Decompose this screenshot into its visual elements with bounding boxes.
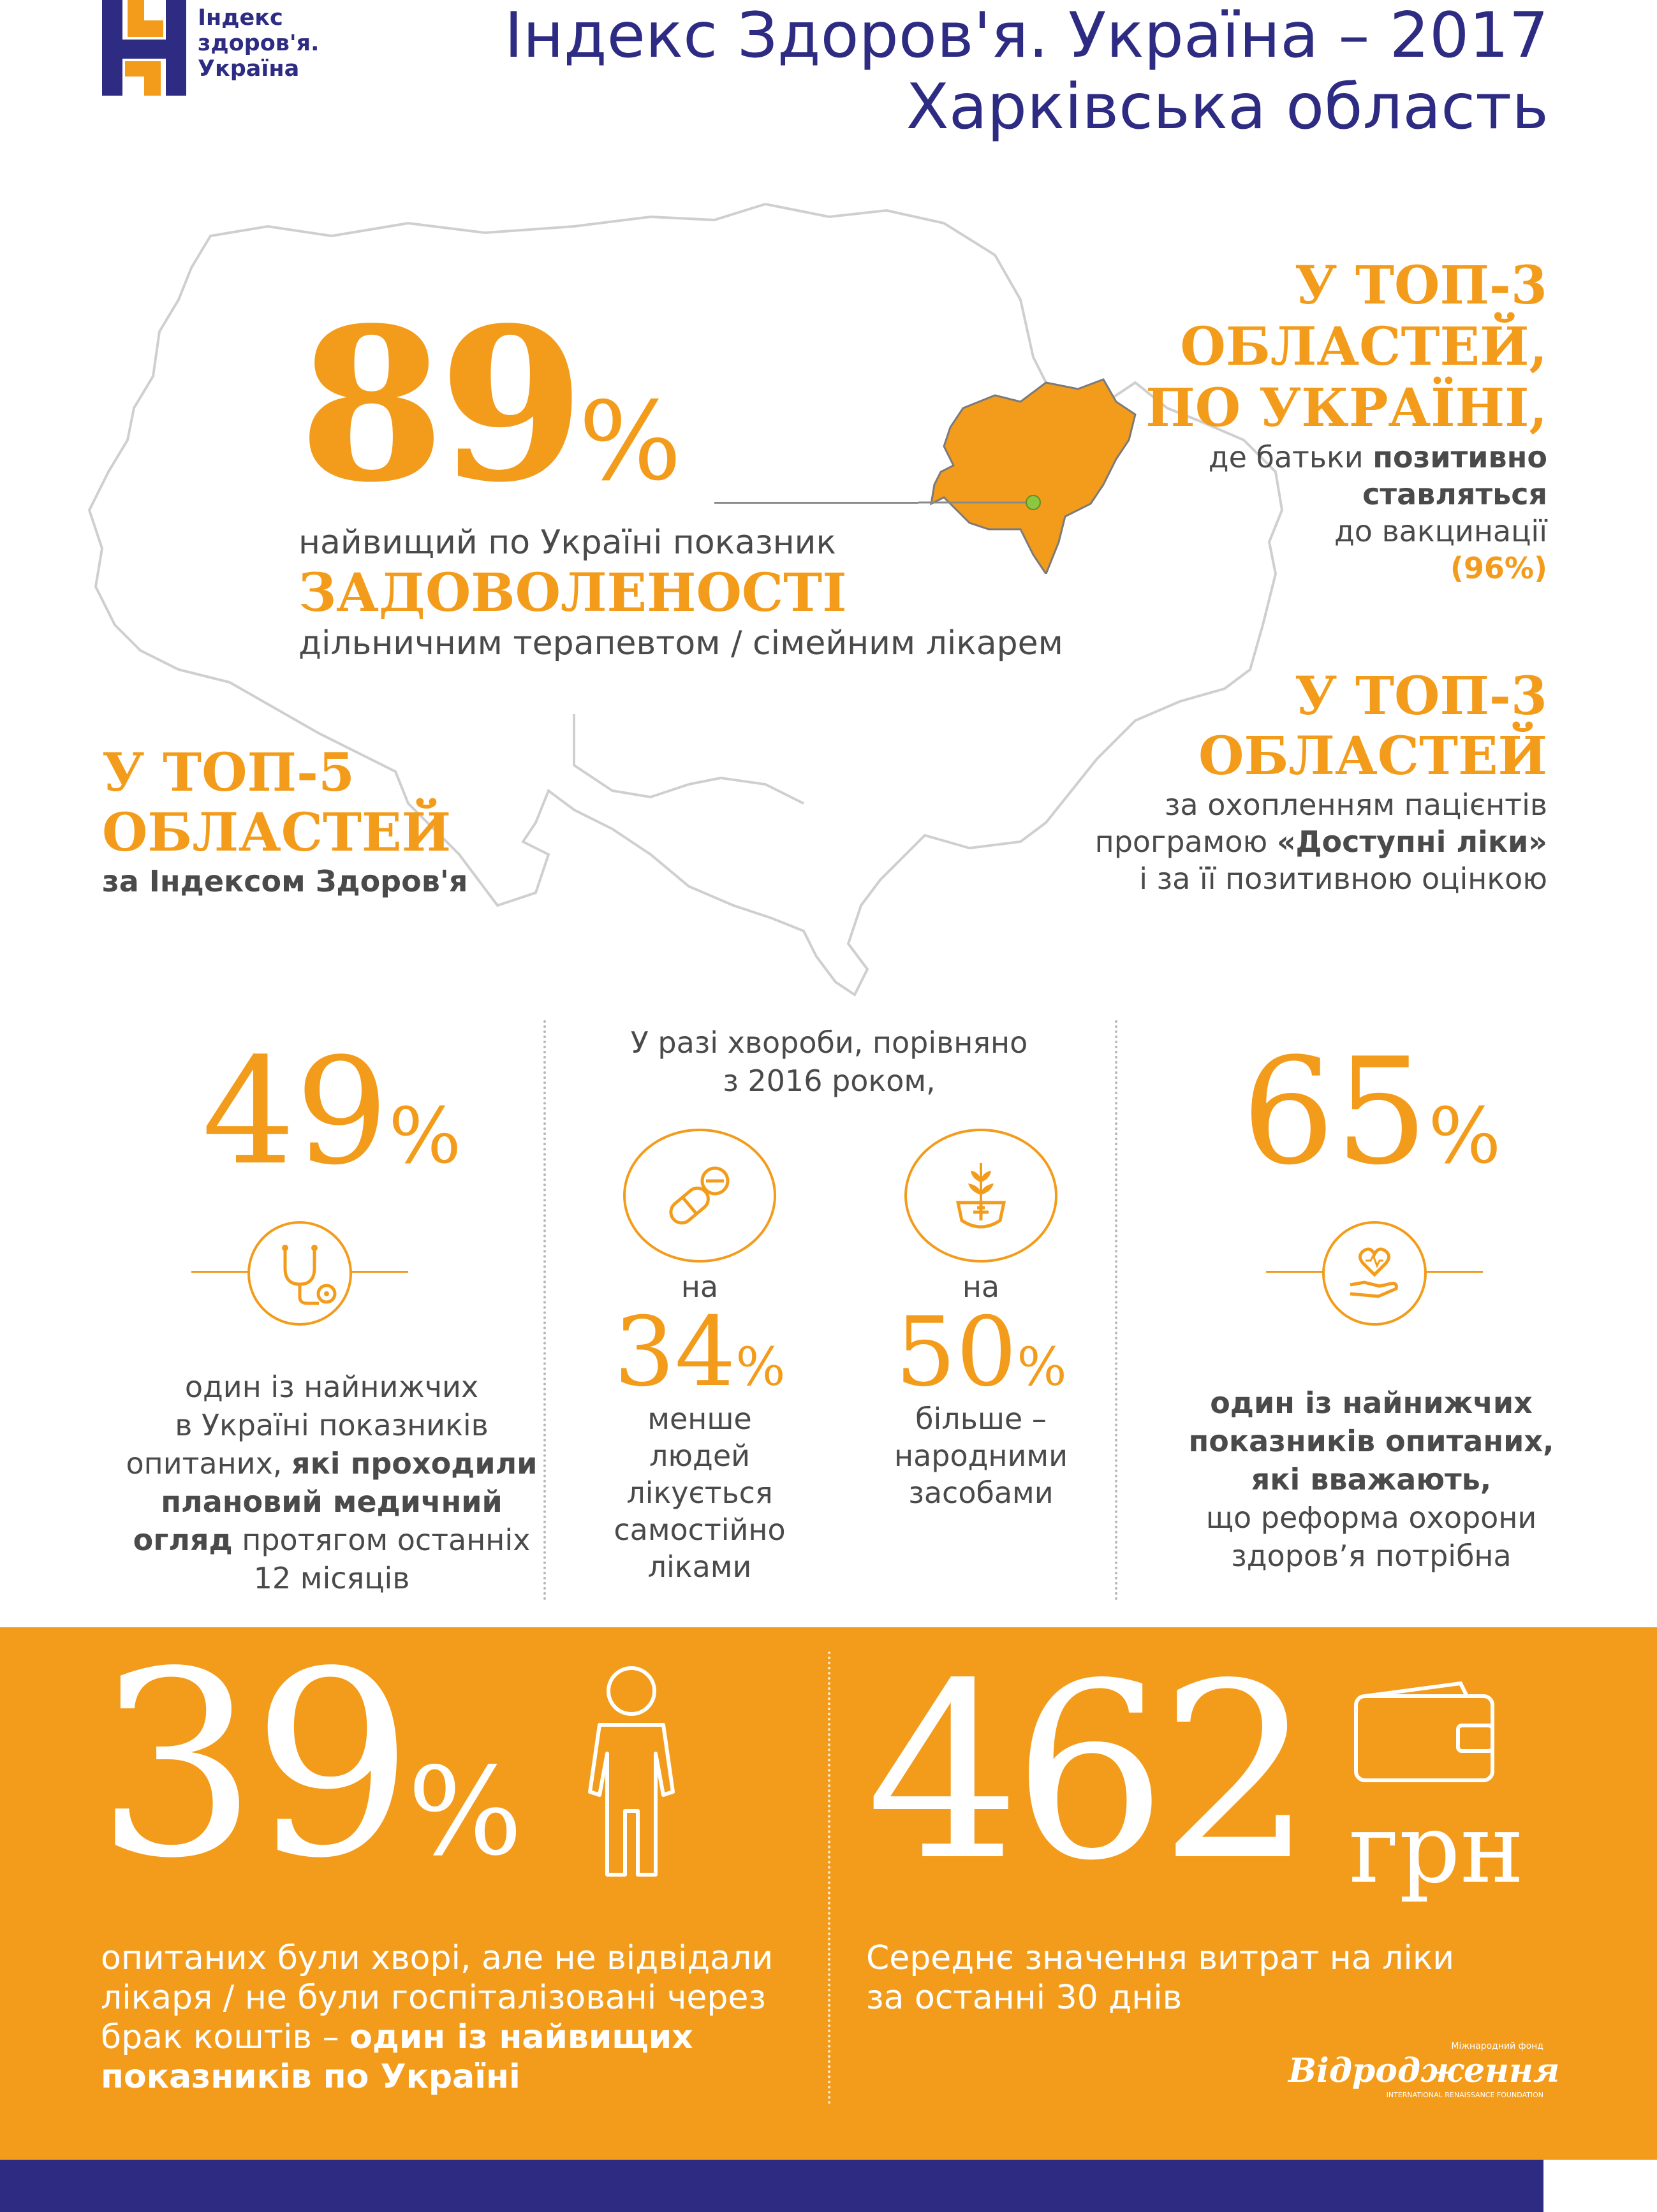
illness-left-line-5: ліками bbox=[647, 1549, 752, 1584]
reform-number: 65 bbox=[1241, 1027, 1429, 1198]
illness-right-number: 50 bbox=[895, 1297, 1017, 1408]
reform-line-left bbox=[1266, 1271, 1323, 1273]
satisfaction-value bbox=[298, 281, 1191, 529]
checkup-block bbox=[134, 1027, 529, 1198]
checkup-line-3 bbox=[115, 1444, 549, 1483]
top5-sub: за Індексом Здоров'я bbox=[102, 864, 468, 898]
page-title-line-1: Індекс Здоров'я. Україна – 2017 bbox=[504, 0, 1549, 72]
no-money-text bbox=[101, 1938, 815, 2097]
satisfaction-line-2: ЗАДОВОЛЕНОСТІ bbox=[298, 562, 847, 624]
illness-intro-line-1: У разі хвороби, порівняно bbox=[630, 1025, 1028, 1060]
checkup-text-4-bold: плановий медичний bbox=[161, 1484, 503, 1519]
vaccination-text-1: де батьки bbox=[1208, 440, 1373, 474]
satisfaction-block bbox=[298, 281, 1191, 663]
checkup-text bbox=[115, 1368, 549, 1597]
no-money-line-3 bbox=[101, 2018, 815, 2057]
logo-line-2: здоров'я. bbox=[198, 31, 320, 56]
spending-text bbox=[866, 1938, 1568, 2018]
reform-block bbox=[1174, 1027, 1569, 1198]
illness-left-line-2: людей bbox=[649, 1439, 751, 1473]
checkup-line-left bbox=[191, 1271, 249, 1273]
top3-vaccination-value: (96%) bbox=[1450, 551, 1547, 585]
reform-line-2 bbox=[1142, 1422, 1601, 1460]
satisfaction-number: 89 bbox=[298, 281, 579, 529]
reform-line-4: що реформа охорони bbox=[1205, 1500, 1537, 1535]
orange-divider bbox=[828, 1652, 830, 2104]
foundation-name: Відродження bbox=[1288, 2051, 1560, 2090]
checkup-line-5 bbox=[115, 1521, 549, 1559]
reform-line-3 bbox=[1142, 1460, 1601, 1498]
reform-percent: % bbox=[1428, 1092, 1501, 1181]
spending-unit: грн bbox=[1349, 1794, 1524, 1905]
foundation-small: Міжнародний фонд bbox=[1451, 2041, 1543, 2051]
top3-medicine-heading-1: У ТОП-3 bbox=[1294, 666, 1547, 727]
medicine-program-name: «Доступні ліки» bbox=[1276, 824, 1547, 859]
illness-right-line-3: засобами bbox=[908, 1476, 1054, 1510]
no-money-text-3: брак коштів – bbox=[101, 2018, 350, 2056]
no-money-text-4-bold: показників по Україні bbox=[101, 2058, 520, 2096]
illness-left-on: на bbox=[681, 1270, 719, 1304]
no-money-line-2: лікаря / не були госпіталізовані через bbox=[101, 1979, 767, 2017]
reform-line-right bbox=[1425, 1271, 1483, 1273]
checkup-text-3-bold: які проходили bbox=[291, 1446, 538, 1481]
vaccination-text-1-bold: позитивно bbox=[1373, 440, 1547, 474]
checkup-line-right bbox=[351, 1271, 408, 1273]
illness-right-line-2: народними bbox=[894, 1439, 1068, 1473]
logo-line-1: Індекс bbox=[198, 5, 283, 31]
top3-medicine-line-2 bbox=[973, 823, 1547, 860]
spending-line-1: Середнє значення витрат на ліки bbox=[866, 1939, 1455, 1977]
reform-line-5: здоров’я потрібна bbox=[1231, 1539, 1512, 1573]
no-money-number: 39 bbox=[96, 1618, 408, 1914]
satisfaction-line-3: дільничним терапевтом / сімейним лікарем bbox=[298, 624, 1063, 663]
satisfaction-line-1: найвищий по Україні показник bbox=[298, 524, 836, 562]
no-money-text-3-bold: один із найвищих bbox=[350, 2018, 693, 2056]
checkup-percent: % bbox=[388, 1092, 462, 1181]
divider-right bbox=[1115, 1020, 1117, 1600]
pills-icon bbox=[623, 1129, 776, 1263]
spending-line-2: за останні 30 днів bbox=[866, 1979, 1182, 2017]
no-money-percent: % bbox=[407, 1741, 523, 1882]
checkup-line-2: в Україні показників bbox=[175, 1408, 489, 1442]
top3-medicine-line-3: і за її позитивною оцінкою bbox=[1139, 861, 1547, 896]
vaccination-text-2-bold: ставляться bbox=[1362, 477, 1547, 511]
top3-medicine-line-1: за охопленням пацієнтів bbox=[1164, 787, 1547, 822]
bottom-band bbox=[0, 2160, 1543, 2212]
checkup-line-4 bbox=[115, 1483, 549, 1521]
no-money-value bbox=[96, 1618, 606, 1914]
no-money-line-1: опитаних були хворі, але не відвідали bbox=[101, 1939, 774, 1977]
top5-heading-2: ОБЛАСТЕЙ bbox=[102, 802, 452, 863]
medicine-text-2: програмою bbox=[1094, 824, 1277, 859]
illness-left bbox=[585, 1269, 814, 1585]
illness-intro-line-2: з 2016 роком, bbox=[723, 1064, 936, 1098]
heart-hand-icon bbox=[1322, 1221, 1427, 1326]
checkup-line-1: один із найнижчих bbox=[184, 1370, 479, 1404]
illness-right-percent: % bbox=[1017, 1337, 1067, 1398]
illness-left-line-1: менше bbox=[647, 1402, 752, 1436]
foundation-logo bbox=[1288, 2040, 1560, 2100]
checkup-line-6: 12 місяців bbox=[253, 1561, 410, 1595]
illness-left-value bbox=[585, 1297, 814, 1408]
top3-vaccination-line-3: до вакцинації bbox=[1334, 514, 1547, 548]
illness-left-percent: % bbox=[735, 1337, 786, 1398]
top5-heading-1: У ТОП-5 bbox=[102, 742, 355, 803]
reform-line-1 bbox=[1142, 1384, 1601, 1422]
illness-right bbox=[866, 1269, 1096, 1511]
top3-vaccination-heading-1: У ТОП-3 ОБЛАСТЕЙ, bbox=[1180, 255, 1547, 377]
herbal-remedy-icon bbox=[904, 1129, 1057, 1263]
wallet-icon bbox=[1346, 1671, 1505, 1785]
stethoscope-icon bbox=[247, 1221, 352, 1326]
checkup-value bbox=[134, 1027, 529, 1198]
illness-right-on: на bbox=[962, 1270, 1000, 1304]
illness-intro bbox=[561, 1023, 1097, 1100]
person-icon bbox=[574, 1664, 689, 1881]
checkup-text-3: опитаних, bbox=[126, 1446, 292, 1481]
top5-block bbox=[102, 743, 549, 900]
reform-value bbox=[1174, 1027, 1569, 1198]
logo-line-3: Україна bbox=[198, 56, 300, 82]
illness-left-line-4: самостійно bbox=[614, 1513, 786, 1547]
no-money-line-4 bbox=[101, 2057, 815, 2097]
checkup-number: 49 bbox=[202, 1027, 389, 1198]
top3-medicine-block bbox=[973, 666, 1547, 897]
illness-left-number: 34 bbox=[614, 1297, 736, 1408]
top3-medicine-heading-2: ОБЛАСТЕЙ bbox=[1198, 726, 1547, 787]
illness-left-line-3: лікується bbox=[626, 1476, 773, 1510]
reform-text-2-bold: показників опитаних, bbox=[1188, 1424, 1554, 1458]
satisfaction-percent: % bbox=[578, 379, 682, 505]
reform-text-3-bold: які вважають, bbox=[1251, 1462, 1492, 1497]
foundation-en: INTERNATIONAL RENAISSANCE FOUNDATION bbox=[1386, 2091, 1543, 2099]
page-title-line-2: Харківська область bbox=[906, 71, 1549, 143]
top3-vaccination-heading-2: ПО УКРАЇНІ, bbox=[1145, 377, 1547, 439]
reform-text bbox=[1142, 1384, 1601, 1575]
spending-number: 462 bbox=[866, 1631, 1306, 1914]
illness-right-line-1: більше – bbox=[915, 1402, 1047, 1436]
reform-text-1-bold: один із найнижчих bbox=[1210, 1386, 1533, 1420]
illness-right-value bbox=[866, 1297, 1096, 1408]
checkup-text-5: протягом останніх bbox=[232, 1523, 531, 1557]
checkup-text-5-bold: огляд bbox=[133, 1523, 233, 1557]
